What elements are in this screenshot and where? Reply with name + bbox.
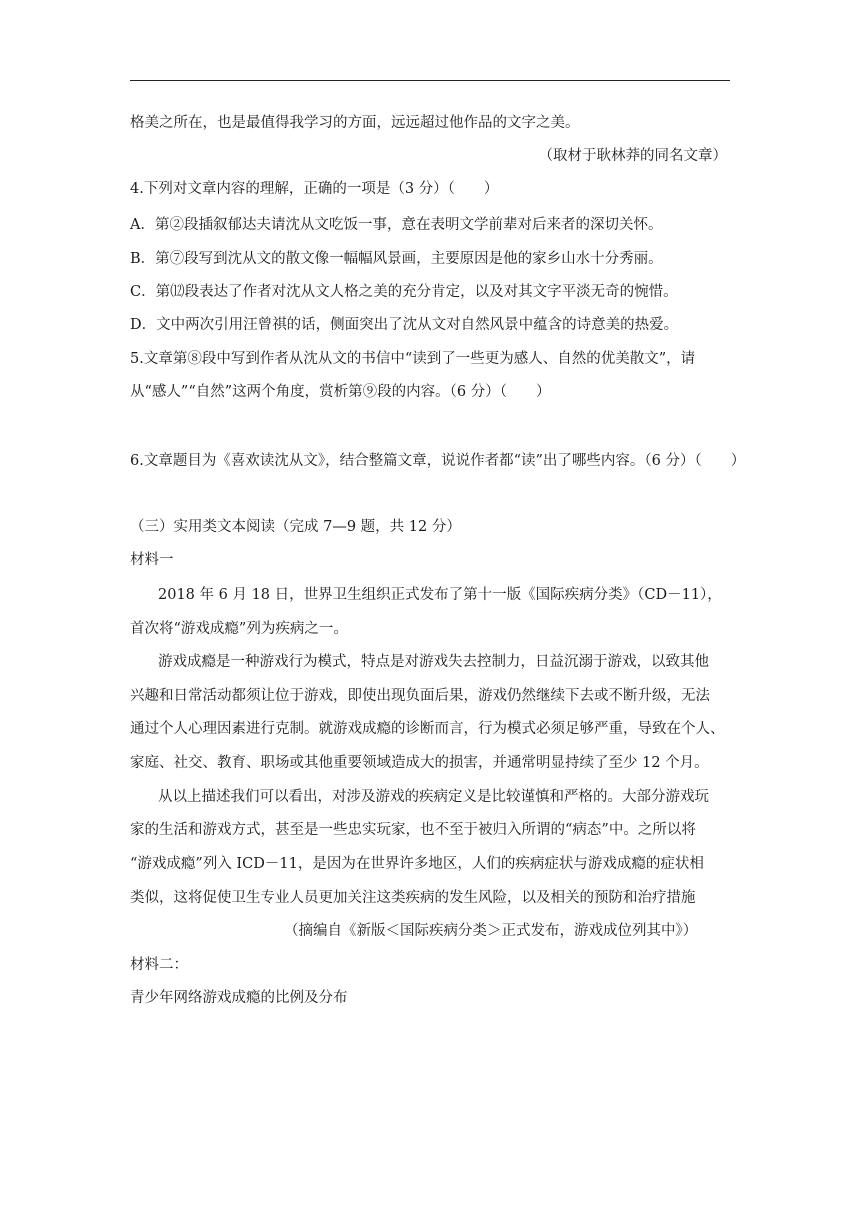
question-5-line-2: 从“感人”“自然”这两个角度，赏析第⑨段的内容。（6 分）（ ） [130, 384, 551, 400]
material-2-label: 材料二： [130, 957, 188, 973]
question-5-line-1: 5.文章第⑧段中写到作者从沈从文的书信中“读到了一些更为感人、自然的优美散文”，请 [130, 351, 696, 367]
material-1-para-1-line-2: 首次将“游戏成瘾”列为疾病之一。 [130, 621, 348, 637]
material-1-para-2-line-3: 通过个人心理因素进行克制。就游戏成瘾的诊断而言，行为模式必须足够严重，导致在个人、 [130, 721, 725, 737]
source-note: （取材于耿林莽的同名文章） [538, 148, 727, 164]
material-2-title: 青少年网络游戏成瘾的比例及分布 [130, 990, 348, 1006]
material-1-para-2-line-1: 游戏成瘾是一种游戏行为模式，特点是对游戏失去控制力，日益沉溺于游戏，以致其他 [158, 654, 709, 670]
passage-ending-line: 格美之所在，也是最值得我学习的方面，远远超过他作品的文字之美。 [130, 115, 580, 131]
question-4-stem: 4.下列对文章内容的理解，正确的一项是（3 分）（ ） [130, 181, 499, 197]
material-1-para-2-line-4: 家庭、社交、教育、职场或其他重要领域造成大的损害，并通常明显持续了至少 12 个月。 [130, 755, 709, 771]
question-4-option-d: D．文中两次引用汪曾祺的话，侧面突出了沈从文对自然风景中蕴含的诗意美的热爱。 [130, 317, 679, 333]
material-1-para-3-line-2: 家的生活和游戏方式，甚至是一些忠实玩家，也不至于被归入所谓的“病态”中。之所以将 [130, 822, 696, 838]
material-1-label: 材料一 [130, 552, 174, 568]
material-1-para-3-line-3: “游戏成瘾”列入 ICD－11，是因为在世界许多地区，人们的疾病症状与游戏成瘾的症状相 [130, 856, 704, 872]
question-4-option-a: A．第②段插叙郁达夫请沈从文吃饭一事，意在表明文学前辈对后来者的深切关怀。 [130, 217, 663, 233]
header-rule [130, 80, 730, 81]
material-1-para-1-line-1: 2018 年 6 月 18 日，世界卫生组织正式发布了第十一版《国际疾病分类》（CD－11）， [158, 587, 722, 603]
material-1-para-3-line-1: 从以上描述我们可以看出，对涉及游戏的疾病定义是比较谨慎和严格的。大部分游戏玩 [158, 789, 709, 805]
question-4-option-b: B．第⑦段写到沈从文的散文像一幅幅风景画，主要原因是他的家乡山水十分秀丽。 [130, 251, 663, 267]
section-3-heading: （三）实用类文本阅读（完成 7—9 题，共 12 分） [130, 519, 461, 535]
material-1-para-2-line-2: 兴趣和日常活动都须让位于游戏，即使出现负面后果，游戏仍然继续下去或不断升级，无法 [130, 688, 710, 704]
material-1-source: （摘编自《新版＜国际疾病分类＞正式发布，游戏成位列其中》） [284, 923, 698, 939]
material-1-para-3-line-4: 类似，这将促使卫生专业人员更加关注这类疾病的发生风险，以及相关的预防和治疗措施 [130, 890, 696, 906]
question-4-option-c: C．第⑿段表达了作者对沈从文人格之美的充分肯定，以及对其文字平淡无奇的惋惜。 [130, 284, 678, 300]
question-6: 6.文章题目为《喜欢读沈从文》，结合整篇文章，说说作者都“读”出了哪些内容。（6 分）（ ） [130, 453, 746, 469]
